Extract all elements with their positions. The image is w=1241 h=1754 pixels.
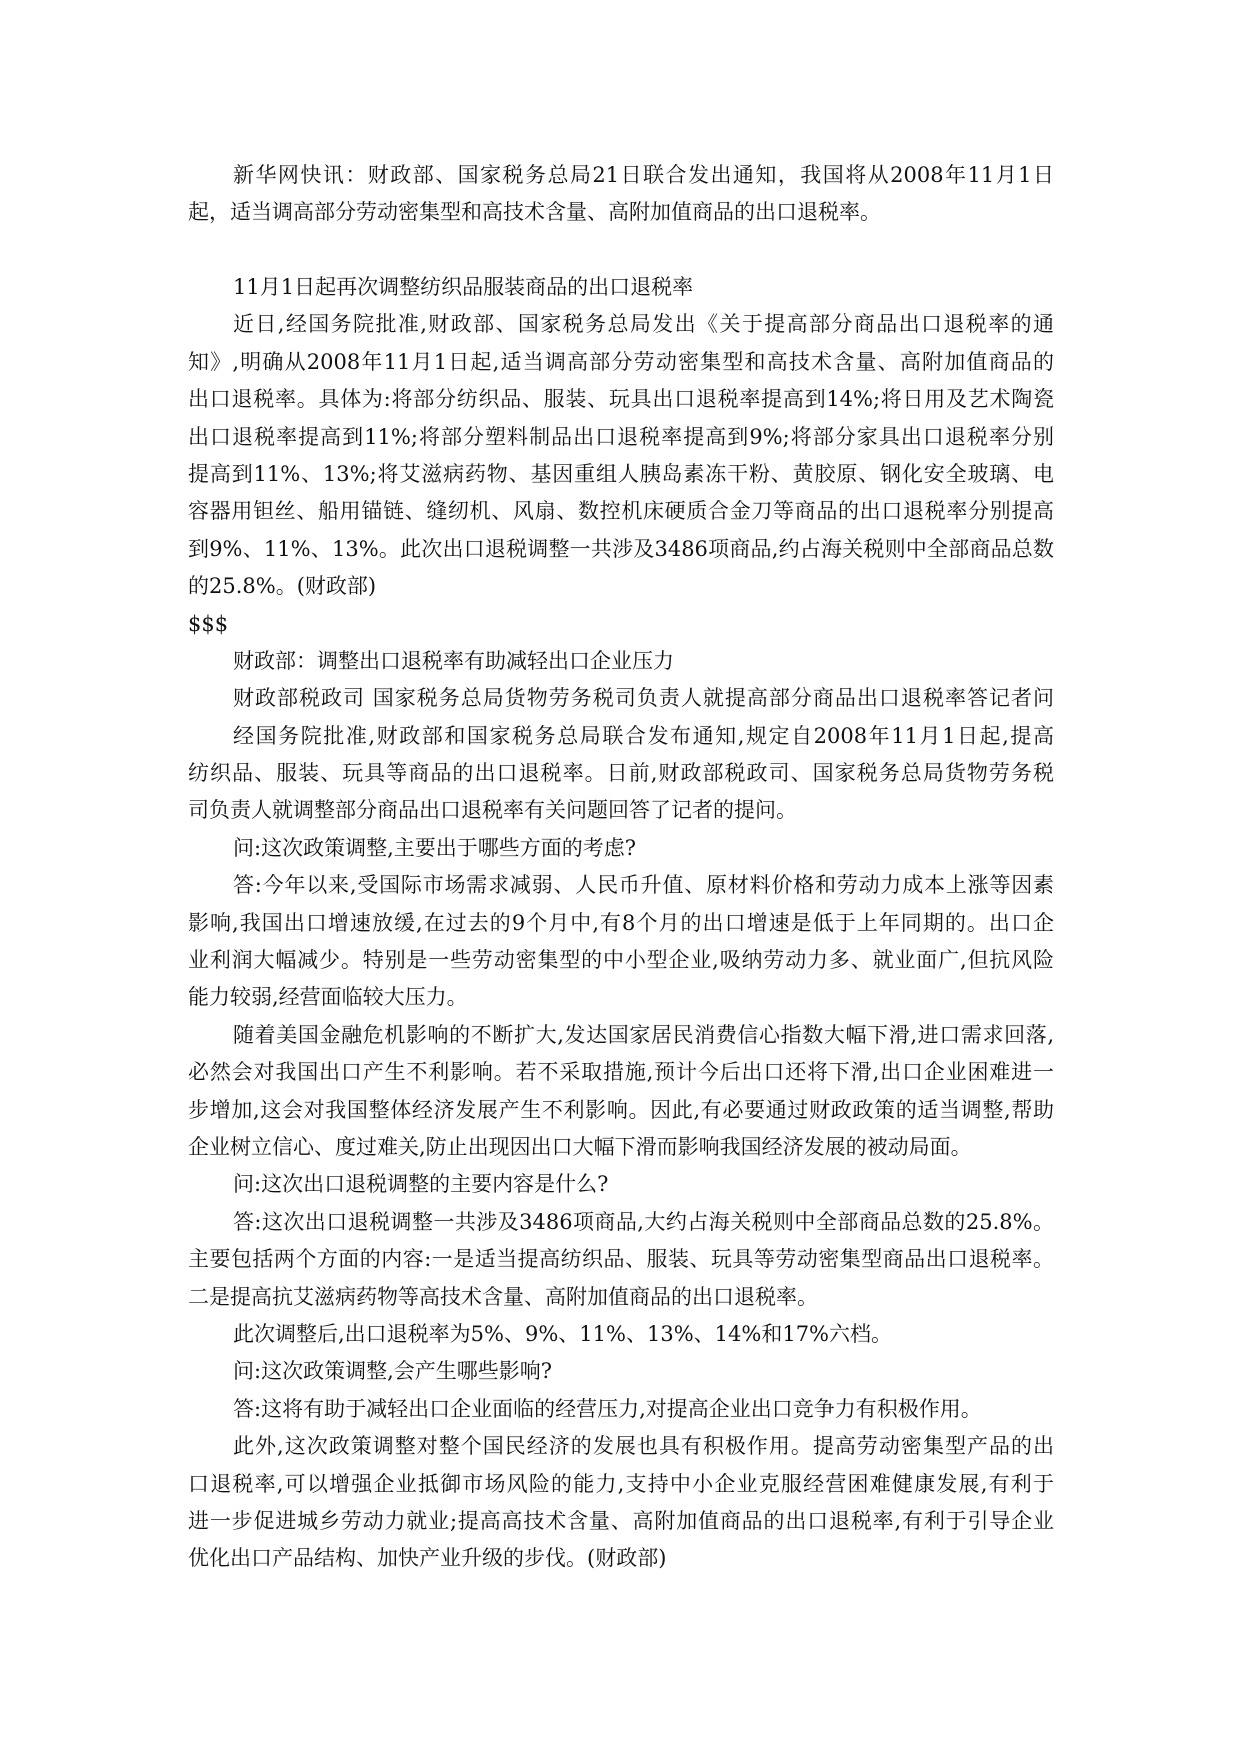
text-line: 纺织品、服装、玩具等商品的出口退税率。日前,财政部税政司、国家税务总局货物劳务税 (188, 761, 1054, 786)
text-line: 新华网快讯：财政部、国家税务总局21日联合发出通知，我国将从2008年11月1日 (233, 163, 1054, 187)
text-line: 容器用钽丝、船用锚链、缝纫机、风扇、数控机床硬质合金刀等商品的出口退税率分别提高 (188, 499, 1054, 524)
text-line: 财政部：调整出口退税率有助减轻出口企业压力 (233, 648, 674, 673)
text-line: 能力较弱,经营面临较大压力。 (188, 985, 468, 1010)
text-line: 步增加,这会对我国整体经济发展产生不利影响。因此,有必要通过财政政策的适当调整,帮助 (188, 1097, 1054, 1122)
text-line: 知》,明确从2008年11月1日起,适当调高部分劳动密集型和高技术含量、高附加值商品的 (188, 349, 1054, 374)
text-line: 优化出口产品结构、加快产业升级的步伐。(财政部) (188, 1546, 667, 1571)
text-line: 司负责人就调整部分商品出口退税率有关问题回答了记者的提问。 (188, 798, 797, 823)
text-line: 答:这将有助于减轻出口企业面临的经营压力,对提高企业出口竞争力有积极作用。 (233, 1396, 982, 1421)
text-line: 经国务院批准,财政部和国家税务总局联合发布通知,规定自2008年11月1日起,提高 (233, 723, 1054, 748)
text-line: 11月1日起再次调整纺织品服装商品的出口退税率 (233, 275, 694, 299)
text-line: 的25.8%。(财政部) (188, 574, 377, 599)
text-line: 企业树立信心、度过难关,防止出现因出口大幅下滑而影响我国经济发展的被动局面。 (188, 1134, 972, 1159)
text-line: 影响,我国出口增速放缓,在过去的9个月中,有8个月的出口增速是低于上年同期的。出口企 (188, 910, 1054, 935)
intro-paragraph (188, 157, 1054, 232)
text-line: 问:这次政策调整,会产生哪些影响? (233, 1359, 553, 1384)
text-line: 答:今年以来,受国际市场需求减弱、人民币升值、原材料价格和劳动力成本上涨等因素 (233, 873, 1054, 898)
text-line: 业利润大幅减少。特别是一些劳动密集型的中小型企业,吸纳劳动力多、就业面广,但抗风险 (188, 948, 1054, 973)
text-line: 此外,这次政策调整对整个国民经济的发展也具有积极作用。提高劳动密集型产品的出 (233, 1434, 1054, 1459)
text-line: 二是提高抗艾滋病药物等高技术含量、高附加值商品的出口退税率。 (188, 1284, 818, 1309)
text-line: 口退税率,可以增强企业抵御市场风险的能力,支持中小企业克服经营困难健康发展,有利于 (188, 1471, 1054, 1496)
text-line: 问:这次政策调整,主要出于哪些方面的考虑? (233, 835, 637, 860)
article-body (188, 269, 1054, 1578)
text-line: 主要包括两个方面的内容:一是适当提高纺织品、服装、玩具等劳动密集型商品出口退税率。 (188, 1247, 1054, 1272)
text-line: 进一步促进城乡劳动力就业;提高高技术含量、高附加值商品的出口退税率,有利于引导企业 (188, 1508, 1054, 1533)
text-line: 此次调整后,出口退税率为5%、9%、11%、13%、14%和17%六档。 (233, 1321, 893, 1346)
text-line: 出口退税率提高到11%;将部分塑料制品出口退税率提高到9%;将部分家具出口退税率分别 (188, 424, 1054, 449)
text-line: 提高到11%、13%;将艾滋病药物、基因重组人胰岛素冻干粉、黄胶原、钢化安全玻璃、电 (188, 461, 1054, 486)
text-line: 随着美国金融危机影响的不断扩大,发达国家居民消费信心指数大幅下滑,进口需求回落, (233, 1022, 1054, 1047)
text-line: 到9%、11%、13%。此次出口退税调整一共涉及3486项商品,约占海关税则中全部商品总数 (188, 536, 1054, 561)
text-line: 答:这次出口退税调整一共涉及3486项商品,大约占海关税则中全部商品总数的25.8%。 (233, 1209, 1054, 1234)
text-line: 必然会对我国出口产生不利影响。若不采取措施,预计今后出口还将下滑,出口企业困难进一 (188, 1060, 1054, 1085)
text-line: 出口退税率。具体为:将部分纺织品、服装、玩具出口退税率提高到14%;将日用及艺术陶瓷 (188, 387, 1054, 412)
text-line: 起，适当调高部分劳动密集型和高技术含量、高附加值商品的出口退税率。 (188, 200, 881, 225)
text-line: $$$ (188, 611, 229, 636)
text-line: 问:这次出口退税调整的主要内容是什么? (233, 1172, 609, 1197)
text-line: 财政部税政司 国家税务总局货物劳务税司负责人就提高部分商品出口退税率答记者问 (233, 686, 1054, 711)
text-line: 近日,经国务院批准,财政部、国家税务总局发出《关于提高部分商品出口退税率的通 (233, 312, 1054, 337)
